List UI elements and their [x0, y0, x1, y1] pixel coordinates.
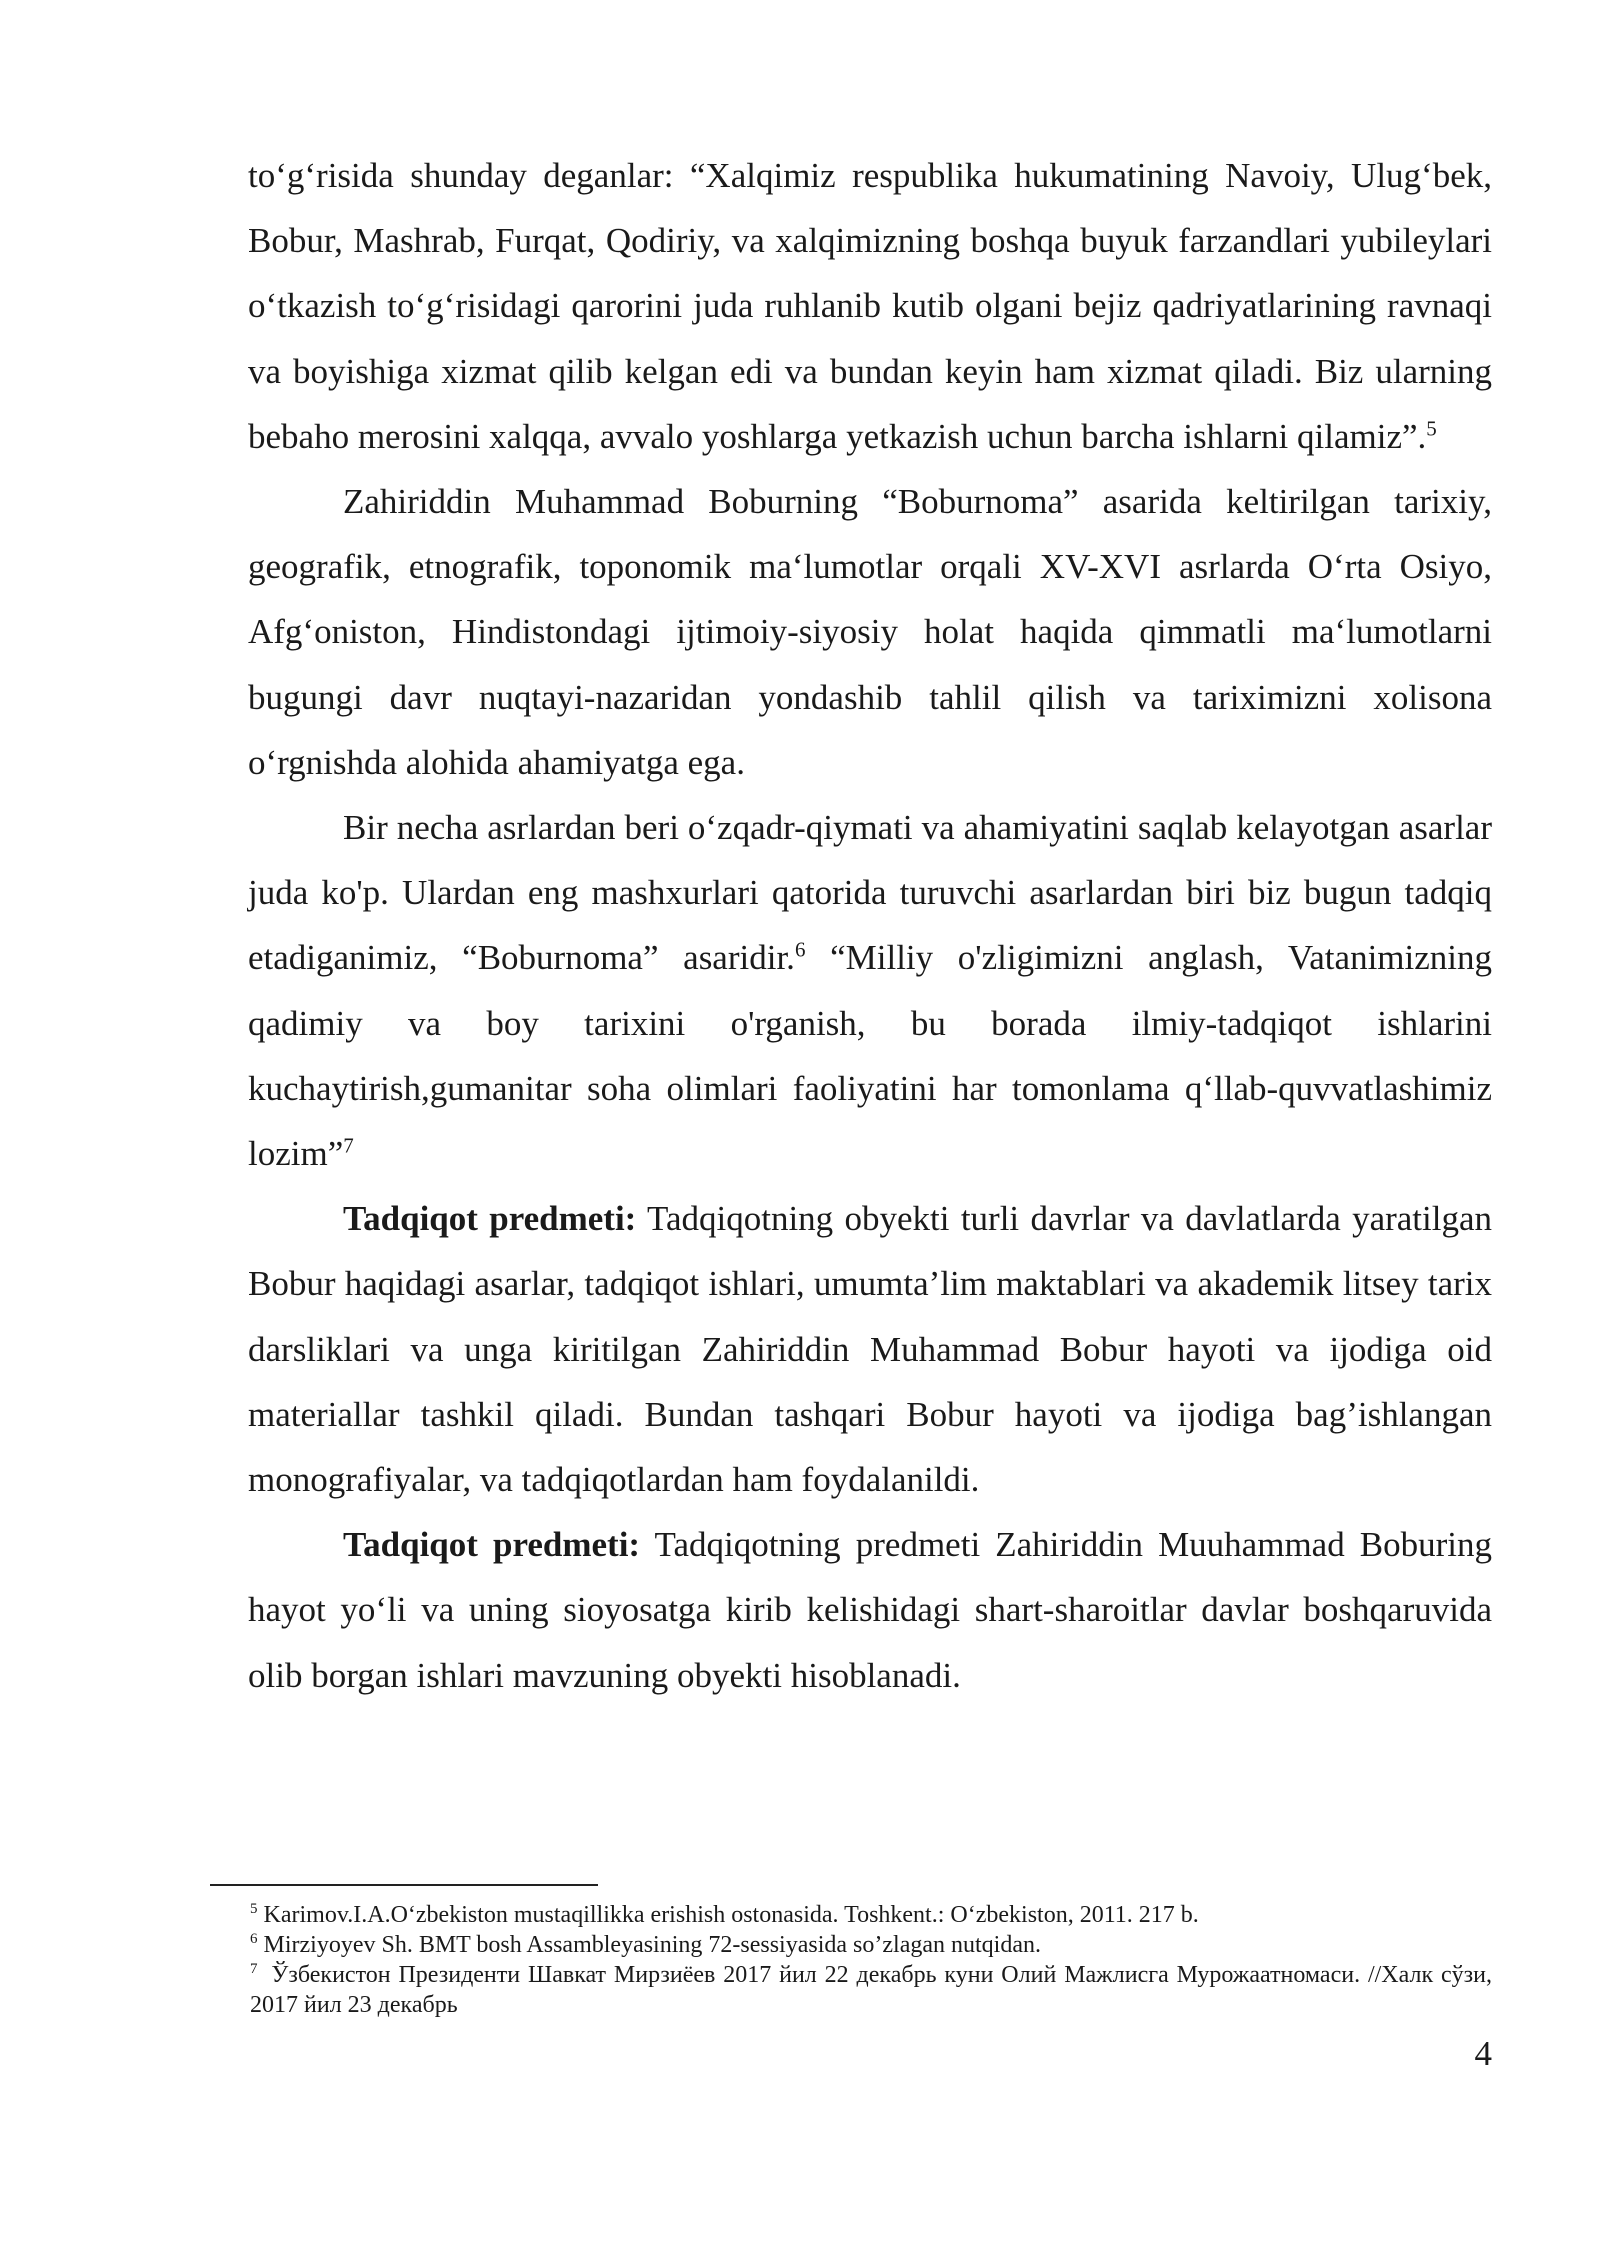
paragraph-text: Tadqiqotning predmeti Zahiriddin Muuhammad Boburing hayot yo‘li va uning sioyosatga kirib kelishidagi shart-sharoitlar davlar boshqaruvida olib borgan ishlari mavzuning obyekti hisoblanadi. — [248, 1525, 1493, 1695]
footnote-item — [250, 1900, 1492, 1930]
paragraph-text: Tadqiqotning obyekti turli davrlar va davlatlarda yaratilgan Bobur haqidagi asarlar, tadqiqot ishlari, umumta’lim maktablari va akademik litsey tarix darsliklari va unga kiritilgan Zahiriddin Muhammad Bobur hayoti va ijodiga oid materiallar tashkil qiladi. Bundan tashqari Bobur hayoti va ijodiga bag’ishlangan monografiyalar, va tadqiqotlardan ham foydalanildi. — [248, 1199, 1493, 1500]
paragraph-boburnoma-significance — [248, 469, 1492, 795]
footnote-reference: 6 — [794, 937, 806, 962]
paragraph-text: Zahiriddin Muhammad Boburning “Boburnoma” asarida keltirilgan tarixiy, geografik, etnografik, toponomik ma‘lumotlar orqali XV-XVI asrlarda O‘rta Osiyo, Afg‘oniston, Hindistondagi ijtimoiy-siyosiy holat haqida qimmatli ma‘lumotlarni bugungi davr nuqtayi-nazaridan yondashib tahlil qilish va tariximizni xolisona o‘rgnishda alohida ahamiyatga ega. — [248, 482, 1492, 782]
footnote-text: Mirziyoyev Sh. BMT bosh Assambleyasining 72-sessiyasida so’zlagan nutqidan. — [263, 1932, 1041, 1958]
paragraph-research-subject — [248, 1512, 1492, 1708]
footnote-text: Karimov.I.A.O‘zbekiston mustaqillikka erishish ostonasida. Toshkent.: O‘zbekiston, 2011. 217 b. — [263, 1902, 1199, 1928]
footnote-number: 5 — [250, 1901, 258, 1917]
paragraph-works-importance — [248, 795, 1492, 1186]
footnote-text: Ўзбекистон Президенти Шавкат Мирзиёев 2017 йил 22 декабрь куни Олий Мажлисга Мурожаатномаси. //Халк сўзи, 2017 йил 23 декабрь — [250, 1962, 1492, 2018]
footnote-item — [250, 1960, 1492, 2020]
paragraph-research-object — [248, 1186, 1492, 1512]
paragraph-text: “Milliy o'zligimizni anglash, Vatanimizning qadimiy va boy tarixini o'rganish, bu borada ilmiy-tadqiqot ishlarini kuchaytirish,gumanitar soha olimlari faoliyatini har tomonlama q‘llab-quvvatlashimiz lozim” — [248, 938, 1492, 1174]
paragraph-text: to‘g‘risida shunday deganlar: “Xalqimiz respublika hukumatining Navoiy, Ulug‘bek, Bobur, Mashrab, Furqat, Qodiriy, va xalqimizning boshqa buyuk farzandlari yubileylari o‘tkazish to‘g‘risidagi qarorini juda ruhlanib kutib olgani bejiz qadriyatlarining ravnaqi va boyishiga xizmat qilib kelgan edi va bundan keyin ham xizmat qiladi. Biz ularning bebaho merosini xalqqa, avvalo yoshlarga yetkazish uchun barcha ishlarni qilamiz”. — [248, 156, 1492, 456]
footnote-separator — [210, 1884, 598, 1886]
paragraph-text: Bir necha asrlardan beri o‘zqadr-qiymati va ahamiyatini saqlab kelayotgan asarlar juda ko'p. Ulardan eng mashxurlari qatorida turuvchi asarlardan biri biz bugun tadqiq etadiganimiz, “Boburnoma” asaridir. — [248, 808, 1492, 978]
footnote-reference: 7 — [343, 1133, 354, 1158]
document-body — [248, 143, 1492, 1708]
paragraph-quote-continuation — [248, 143, 1492, 469]
footnote-reference: 5 — [1426, 416, 1437, 441]
footnote-number: 6 — [250, 1931, 258, 1947]
page-number: 4 — [1474, 2034, 1492, 2073]
paragraph-label: Tadqiqot predmeti: — [343, 1525, 641, 1565]
footnote-item — [250, 1930, 1492, 1960]
footnotes-section — [210, 1884, 1492, 2020]
footnote-number: 7 — [250, 1961, 258, 1977]
paragraph-label: Tadqiqot predmeti: — [343, 1199, 637, 1239]
